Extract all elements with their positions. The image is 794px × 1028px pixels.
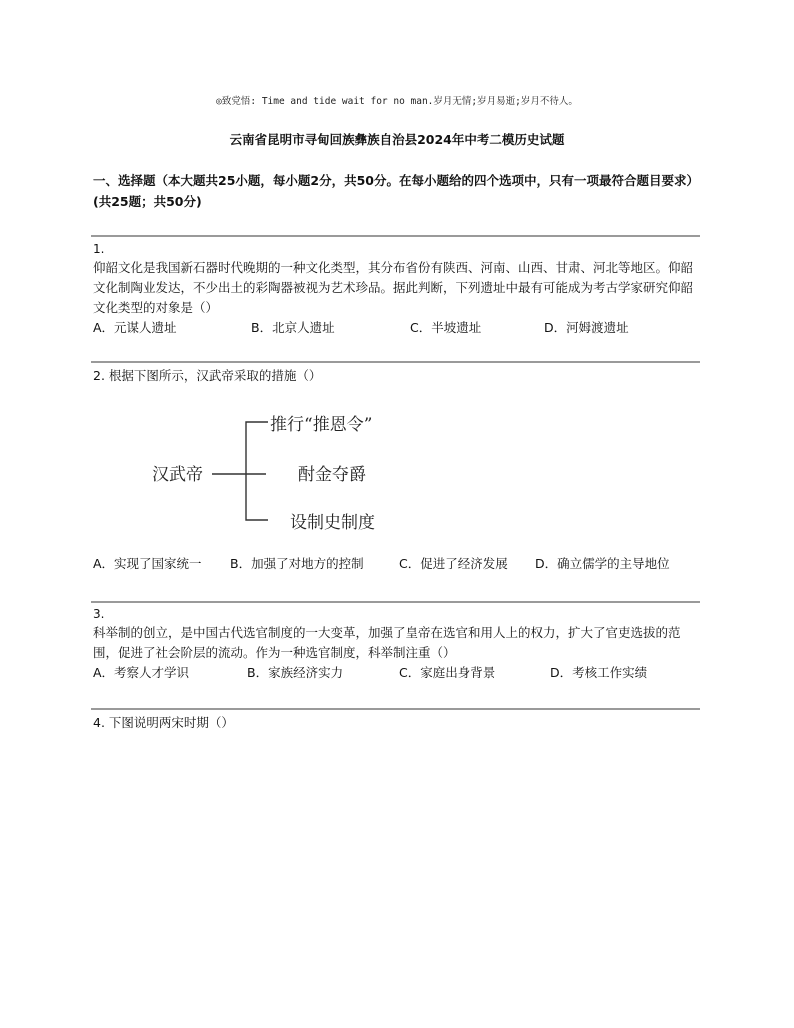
option-a[interactable]: A．元谋人遗址: [93, 320, 177, 335]
question-line: [93, 366, 701, 386]
option-b[interactable]: B．家族经济实力: [247, 665, 344, 680]
question-divider: [91, 708, 700, 710]
options-row: [93, 554, 701, 574]
page-motto: ◎致党悟: Time and tide wait for no man.岁月无情;岁月易逝;岁月不待人。: [216, 96, 578, 107]
diagram-branch-1: 推行“推恩令”: [270, 415, 373, 435]
question-divider: [91, 601, 700, 603]
diagram-root: 汉武帝: [152, 465, 203, 485]
question-line: [93, 713, 701, 733]
question-stem: 仰韶文化是我国新石器时代晚期的一种文化类型，其分布省份有陕西、河南、山西、甘肃、河北等地区。仰韶文化制陶业发达，不少出土的彩陶器被视为艺术珍品。据此判断，下列遗址中最有可能成为考古学家研究仰韶文化类型的对象是（）: [93, 260, 694, 315]
diagram-branch-2: 酎金夺爵: [298, 465, 366, 485]
question-divider: [91, 235, 700, 237]
question-3: [93, 606, 701, 683]
diagram-branch-3: 设制史制度: [290, 513, 375, 533]
options-row: [93, 663, 701, 683]
option-d[interactable]: D．河姆渡遗址: [544, 320, 629, 335]
section-heading: 一、选择题（本大题共25小题，每小题2分，共50分。在每小题给的四个选项中，只有一项最符合题目要求）(共25题；共50分): [93, 173, 699, 209]
policy-diagram: [140, 400, 420, 540]
question-stem: 下图说明两宋时期（）: [108, 715, 234, 730]
option-b[interactable]: B．加强了对地方的控制: [230, 556, 364, 571]
option-d[interactable]: D．确立儒学的主导地位: [535, 556, 670, 571]
question-number: 4.: [93, 715, 105, 730]
question-2-options: [93, 554, 701, 574]
option-b[interactable]: B．北京人遗址: [251, 320, 335, 335]
options-row: [93, 318, 701, 338]
diagram-bracket: [246, 422, 268, 520]
option-c[interactable]: C．半坡遗址: [410, 320, 482, 335]
question-stem: 科举制的创立，是中国古代选官制度的一大变革，加强了皇帝在选官和用人上的权力，扩大了官吏选拔的范围，促进了社会阶层的流动。作为一种选官制度，科举制注重（）: [93, 625, 681, 660]
question-2: [93, 366, 701, 386]
option-a[interactable]: A．考察人才学识: [93, 665, 190, 680]
question-number: 2.: [93, 368, 105, 383]
option-d[interactable]: D．考核工作实绩: [550, 665, 648, 680]
question-divider: [91, 361, 700, 363]
question-4: [93, 713, 701, 733]
option-a[interactable]: A．实现了国家统一: [93, 556, 202, 571]
question-1: [93, 241, 701, 338]
question-number: 1.: [93, 242, 105, 256]
option-c[interactable]: C．家庭出身背景: [399, 665, 496, 680]
question-number: 3.: [93, 607, 105, 621]
option-c[interactable]: C．促进了经济发展: [399, 556, 508, 571]
question-stem: 根据下图所示，汉武帝采取的措施（）: [108, 368, 322, 383]
exam-title: 云南省昆明市寻甸回族彝族自治县2024年中考二模历史试题: [229, 132, 565, 147]
